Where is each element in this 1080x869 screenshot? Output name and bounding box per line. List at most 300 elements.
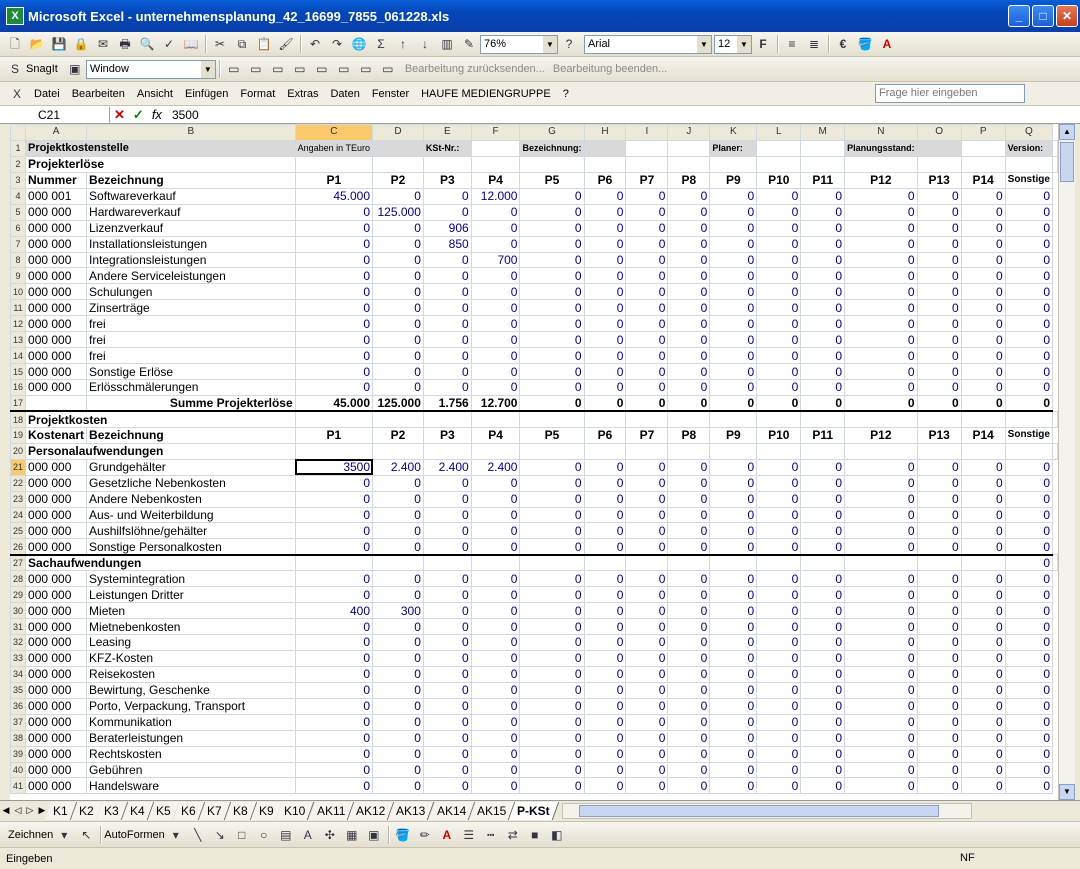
cell[interactable]	[961, 411, 1005, 427]
value-cell[interactable]: 0	[845, 730, 918, 746]
value-cell[interactable]: 0	[626, 268, 668, 284]
value-cell[interactable]: 0	[917, 603, 961, 619]
value-cell[interactable]: 0	[668, 300, 710, 316]
value-cell[interactable]: 0	[471, 746, 520, 762]
account-number[interactable]: 000 000	[26, 236, 87, 252]
value-cell[interactable]: 0	[1005, 619, 1052, 635]
value-cell[interactable]: 0	[584, 539, 626, 555]
snagit-button[interactable]: SnagIt	[26, 63, 58, 75]
value-cell[interactable]: 0	[1005, 475, 1052, 491]
value-cell[interactable]: 0	[845, 220, 918, 236]
row-header[interactable]: 38	[11, 730, 26, 746]
review-icon[interactable]: ▭	[250, 62, 262, 76]
value-cell[interactable]: 0	[961, 300, 1005, 316]
period-header[interactable]: P9	[710, 172, 757, 188]
account-name[interactable]: Leasing	[87, 635, 296, 651]
value-cell[interactable]: 0	[710, 507, 757, 523]
account-name[interactable]: Andere Serviceleistungen	[87, 268, 296, 284]
period-header[interactable]: P12	[845, 172, 918, 188]
value-cell[interactable]: 0	[757, 603, 801, 619]
value-cell[interactable]: 0	[961, 380, 1005, 396]
value-cell[interactable]: 0	[710, 188, 757, 204]
value-cell[interactable]: 0	[668, 635, 710, 651]
account-number[interactable]: 000 000	[26, 332, 87, 348]
value-cell[interactable]: 0	[1005, 252, 1052, 268]
cell[interactable]	[668, 555, 710, 571]
value-cell[interactable]: 0	[845, 635, 918, 651]
cell[interactable]	[471, 443, 520, 459]
value-cell[interactable]: 0	[423, 762, 471, 778]
value-cell[interactable]: 0	[584, 491, 626, 507]
period-header[interactable]: P13	[917, 172, 961, 188]
value-cell[interactable]: 0	[584, 762, 626, 778]
cell[interactable]	[584, 140, 626, 156]
sum-value[interactable]: 12.700	[471, 395, 520, 411]
row-header[interactable]: 27	[11, 555, 26, 571]
autoshapes-button[interactable]: AutoFormen	[104, 828, 165, 841]
value-cell[interactable]: 0	[1005, 364, 1052, 380]
sheet-tab-p-kst[interactable]	[509, 802, 559, 820]
value-cell[interactable]: 0	[471, 523, 520, 539]
first-sheet-icon[interactable]: ◀	[2, 805, 10, 815]
value-cell[interactable]: 0	[1005, 587, 1052, 603]
value-cell[interactable]: 0	[961, 204, 1005, 220]
value-cell[interactable]: 0	[295, 204, 372, 220]
account-name[interactable]: Sonstige Erlöse	[87, 364, 296, 380]
close-button[interactable]: ✕	[1056, 5, 1078, 27]
cell[interactable]	[710, 443, 757, 459]
value-cell[interactable]: 0	[423, 619, 471, 635]
account-number[interactable]: 000 000	[26, 523, 87, 539]
value-cell[interactable]: 0	[1005, 682, 1052, 698]
value-cell[interactable]: 0	[423, 523, 471, 539]
cell[interactable]: 0	[1005, 555, 1052, 571]
chevron-down-icon[interactable]: ▼	[201, 61, 215, 78]
snagit-options-icon[interactable]: ▣	[69, 62, 81, 76]
value-cell[interactable]: 0	[295, 316, 372, 332]
value-cell[interactable]: 0	[295, 300, 372, 316]
value-cell[interactable]: 0	[423, 475, 471, 491]
value-cell[interactable]: 0	[295, 348, 372, 364]
cell[interactable]	[471, 555, 520, 571]
value-cell[interactable]: 0	[917, 300, 961, 316]
value-cell[interactable]: 0	[1005, 523, 1052, 539]
cell[interactable]	[295, 443, 372, 459]
cell[interactable]	[757, 555, 801, 571]
account-number[interactable]: 000 000	[26, 364, 87, 380]
cell[interactable]	[1053, 443, 1058, 459]
account-name[interactable]: Sonstige Personalkosten	[87, 539, 296, 555]
value-cell[interactable]: 0	[668, 666, 710, 682]
value-cell[interactable]: 0	[710, 762, 757, 778]
value-cell[interactable]: 0	[710, 491, 757, 507]
cell[interactable]	[1053, 555, 1058, 571]
value-cell[interactable]: 0	[520, 491, 584, 507]
value-cell[interactable]: 0	[1005, 698, 1052, 714]
value-cell[interactable]: 0	[423, 746, 471, 762]
value-cell[interactable]: 0	[845, 682, 918, 698]
account-name[interactable]: Andere Nebenkosten	[87, 491, 296, 507]
value-cell[interactable]: 0	[757, 762, 801, 778]
value-cell[interactable]: 0	[520, 539, 584, 555]
value-cell[interactable]: 0	[520, 507, 584, 523]
value-cell[interactable]: 0	[423, 284, 471, 300]
value-cell[interactable]: 0	[1005, 650, 1052, 666]
value-cell[interactable]: 0	[423, 300, 471, 316]
value-cell[interactable]: 0	[961, 666, 1005, 682]
value-cell[interactable]: 0	[757, 284, 801, 300]
period-header[interactable]: Sonstige	[1005, 172, 1052, 188]
row-header[interactable]: 5	[11, 204, 26, 220]
menu-ansicht[interactable]: Ansicht	[136, 87, 173, 100]
value-cell[interactable]: 0	[520, 252, 584, 268]
value-cell[interactable]: 0	[584, 236, 626, 252]
account-name[interactable]: Zinserträge	[87, 300, 296, 316]
value-cell[interactable]: 0	[710, 746, 757, 762]
value-cell[interactable]: 0	[1005, 778, 1052, 794]
value-cell[interactable]: 0	[668, 380, 710, 396]
account-name[interactable]: Softwareverkauf	[87, 188, 296, 204]
value-cell[interactable]: 0	[917, 682, 961, 698]
value-cell[interactable]: 0	[710, 778, 757, 794]
value-cell[interactable]: 0	[757, 491, 801, 507]
value-cell[interactable]: 0	[801, 236, 845, 252]
value-cell[interactable]: 0	[584, 587, 626, 603]
value-cell[interactable]: 0	[626, 730, 668, 746]
rectangle-icon[interactable]: □	[238, 827, 246, 842]
period-header[interactable]: P1	[295, 172, 372, 188]
period-header[interactable]: P4	[471, 172, 520, 188]
section-title[interactable]: Projektkosten	[26, 411, 296, 427]
value-cell[interactable]: 0	[917, 348, 961, 364]
value-cell[interactable]: 0	[1005, 491, 1052, 507]
value-cell[interactable]: 0	[471, 475, 520, 491]
value-cell[interactable]: 0	[295, 220, 372, 236]
value-cell[interactable]: 0	[668, 730, 710, 746]
sheet-tab-ak11[interactable]	[308, 802, 354, 820]
value-cell[interactable]: 0	[373, 587, 424, 603]
row-header[interactable]: 3	[11, 172, 26, 188]
account-name[interactable]: frei	[87, 332, 296, 348]
value-cell[interactable]: 0	[710, 698, 757, 714]
value-cell[interactable]: 0	[520, 475, 584, 491]
value-cell[interactable]: 0	[961, 539, 1005, 555]
value-cell[interactable]: 0	[710, 587, 757, 603]
value-cell[interactable]: 0	[961, 236, 1005, 252]
name-box[interactable]: C21	[0, 107, 110, 123]
sum-value[interactable]: 0	[917, 395, 961, 411]
value-cell[interactable]: 0	[801, 507, 845, 523]
value-cell[interactable]: 0	[1005, 204, 1052, 220]
value-cell[interactable]: 0	[423, 539, 471, 555]
value-cell[interactable]: 0	[520, 619, 584, 635]
value-cell[interactable]: 0	[845, 204, 918, 220]
cell[interactable]	[295, 411, 372, 427]
account-name[interactable]: Reisekosten	[87, 666, 296, 682]
value-cell[interactable]: 0	[295, 332, 372, 348]
row-header[interactable]: 16	[11, 380, 26, 396]
value-cell[interactable]: 0	[295, 635, 372, 651]
cell[interactable]	[520, 555, 584, 571]
value-cell[interactable]: 0	[801, 204, 845, 220]
value-cell[interactable]: 0	[710, 252, 757, 268]
value-cell[interactable]: 0	[584, 650, 626, 666]
value-cell[interactable]: 0	[917, 475, 961, 491]
account-name[interactable]: Beraterleistungen	[87, 730, 296, 746]
wordart-icon[interactable]: A	[303, 827, 312, 842]
account-number[interactable]: 000 000	[26, 459, 87, 475]
value-cell[interactable]: 0	[373, 332, 424, 348]
research-icon[interactable]: 📖	[183, 37, 199, 51]
period-header[interactable]: P14	[961, 427, 1005, 443]
value-cell[interactable]: 0	[471, 698, 520, 714]
value-cell[interactable]: 0	[295, 539, 372, 555]
worksheet-grid[interactable]	[10, 124, 1058, 800]
autosum-icon[interactable]: Σ	[377, 37, 385, 51]
value-cell[interactable]: 0	[520, 459, 584, 475]
value-cell[interactable]: 0	[520, 300, 584, 316]
value-cell[interactable]: 0	[757, 316, 801, 332]
column-header[interactable]: C	[295, 125, 372, 141]
account-number[interactable]: 000 000	[26, 730, 87, 746]
cell[interactable]	[1053, 156, 1058, 172]
value-cell[interactable]: 0	[520, 364, 584, 380]
value-cell[interactable]: 0	[757, 650, 801, 666]
value-cell[interactable]: 0	[626, 698, 668, 714]
chevron-down-icon[interactable]: ▾	[61, 827, 68, 842]
value-cell[interactable]: 0	[961, 603, 1005, 619]
account-name[interactable]: Erlösschmälerungen	[87, 380, 296, 396]
value-cell[interactable]: 0	[584, 635, 626, 651]
value-cell[interactable]: 0	[961, 635, 1005, 651]
account-number[interactable]: 000 000	[26, 268, 87, 284]
value-cell[interactable]: 0	[917, 332, 961, 348]
value-cell[interactable]: 0	[757, 220, 801, 236]
scroll-down-icon[interactable]: ▼	[1059, 784, 1075, 800]
review-end-button[interactable]: Bearbeitung beenden...	[552, 63, 668, 75]
line-color-icon[interactable]: ✏	[419, 827, 430, 842]
value-cell[interactable]: 0	[917, 507, 961, 523]
period-header[interactable]: P3	[423, 172, 471, 188]
value-cell[interactable]: 0	[710, 682, 757, 698]
review-icon[interactable]: ▭	[316, 62, 328, 76]
value-cell[interactable]: 0	[668, 268, 710, 284]
cell[interactable]	[917, 443, 961, 459]
period-header[interactable]: P1	[295, 427, 372, 443]
cell[interactable]	[917, 555, 961, 571]
value-cell[interactable]: 0	[423, 635, 471, 651]
value-cell[interactable]: 2.400	[373, 459, 424, 475]
account-name[interactable]: frei	[87, 348, 296, 364]
cell[interactable]	[373, 443, 424, 459]
row-header[interactable]: 7	[11, 236, 26, 252]
value-cell[interactable]: 0	[626, 619, 668, 635]
value-cell[interactable]: 0	[757, 507, 801, 523]
account-number[interactable]: 000 000	[26, 603, 87, 619]
value-cell[interactable]: 0	[584, 666, 626, 682]
value-cell[interactable]: 0	[961, 714, 1005, 730]
column-label[interactable]: Bezeichnung	[87, 427, 296, 443]
value-cell[interactable]: 0	[626, 507, 668, 523]
prev-sheet-icon[interactable]: ◁	[14, 805, 22, 815]
picture-icon[interactable]: ▣	[368, 827, 380, 842]
account-name[interactable]: Systemintegration	[87, 571, 296, 587]
value-cell[interactable]: 0	[845, 491, 918, 507]
value-cell[interactable]: 0	[626, 587, 668, 603]
value-cell[interactable]: 2.400	[471, 459, 520, 475]
value-cell[interactable]: 125.000	[373, 204, 424, 220]
value-cell[interactable]: 0	[961, 698, 1005, 714]
period-header[interactable]: P14	[961, 172, 1005, 188]
value-cell[interactable]: 0	[295, 236, 372, 252]
fill-color-icon[interactable]: 🪣	[857, 37, 873, 51]
value-cell[interactable]: 0	[520, 348, 584, 364]
value-cell[interactable]: 0	[845, 316, 918, 332]
value-cell[interactable]: 0	[801, 587, 845, 603]
value-cell[interactable]: 0	[626, 459, 668, 475]
column-header[interactable]: B	[87, 125, 296, 141]
account-number[interactable]: 000 000	[26, 762, 87, 778]
value-cell[interactable]: 0	[710, 666, 757, 682]
value-cell[interactable]: 0	[710, 236, 757, 252]
cell[interactable]	[626, 140, 668, 156]
cell[interactable]	[520, 156, 584, 172]
value-cell[interactable]: 0	[801, 459, 845, 475]
value-cell[interactable]: 0	[845, 666, 918, 682]
row-header[interactable]: 8	[11, 252, 26, 268]
minimize-button[interactable]: _	[1008, 5, 1030, 27]
value-cell[interactable]: 0	[295, 650, 372, 666]
value-cell[interactable]: 0	[961, 220, 1005, 236]
value-cell[interactable]: 0	[373, 475, 424, 491]
chevron-down-icon[interactable]: ▼	[737, 36, 751, 53]
value-cell[interactable]: 0	[710, 539, 757, 555]
value-cell[interactable]: 0	[520, 188, 584, 204]
account-number[interactable]: 000 000	[26, 571, 87, 587]
value-cell[interactable]: 0	[584, 603, 626, 619]
value-cell[interactable]: 0	[626, 666, 668, 682]
value-cell[interactable]: 0	[423, 491, 471, 507]
value-cell[interactable]: 0	[801, 284, 845, 300]
cell[interactable]	[584, 555, 626, 571]
value-cell[interactable]: 0	[710, 348, 757, 364]
value-cell[interactable]: 0	[757, 459, 801, 475]
copy-icon[interactable]: ⧉	[237, 37, 247, 51]
menu-fenster[interactable]: Fenster	[371, 87, 410, 100]
value-cell[interactable]: 0	[917, 698, 961, 714]
value-cell[interactable]: 0	[1005, 507, 1052, 523]
value-cell[interactable]: 0	[917, 730, 961, 746]
value-cell[interactable]: 0	[584, 730, 626, 746]
value-cell[interactable]: 0	[757, 364, 801, 380]
value-cell[interactable]: 0	[668, 587, 710, 603]
value-cell[interactable]: 0	[423, 730, 471, 746]
value-cell[interactable]: 0	[520, 682, 584, 698]
sort-descending-icon[interactable]: ↓	[422, 37, 428, 51]
value-cell[interactable]: 0	[626, 491, 668, 507]
value-cell[interactable]: 0	[917, 252, 961, 268]
value-cell[interactable]: 0	[373, 268, 424, 284]
value-cell[interactable]: 0	[373, 778, 424, 794]
value-cell[interactable]: 0	[917, 316, 961, 332]
value-cell[interactable]: 0	[801, 762, 845, 778]
account-name[interactable]: Lizenzverkauf	[87, 220, 296, 236]
value-cell[interactable]: 0	[757, 204, 801, 220]
value-cell[interactable]: 0	[801, 730, 845, 746]
column-header[interactable]: Q	[1005, 125, 1052, 141]
account-name[interactable]: frei	[87, 316, 296, 332]
value-cell[interactable]: 0	[757, 348, 801, 364]
value-cell[interactable]: 0	[373, 348, 424, 364]
value-cell[interactable]: 0	[295, 762, 372, 778]
value-cell[interactable]: 0	[668, 619, 710, 635]
value-cell[interactable]: 0	[710, 523, 757, 539]
period-header[interactable]: Sonstige	[1005, 427, 1052, 443]
sum-value[interactable]: 0	[520, 395, 584, 411]
enter-icon[interactable]: ✓	[132, 106, 144, 122]
value-cell[interactable]: 0	[584, 459, 626, 475]
value-cell[interactable]: 0	[710, 475, 757, 491]
value-cell[interactable]: 0	[626, 300, 668, 316]
cell[interactable]	[710, 411, 757, 427]
value-cell[interactable]: 0	[584, 220, 626, 236]
value-cell[interactable]: 0	[668, 188, 710, 204]
cell[interactable]	[584, 156, 626, 172]
period-header[interactable]: P4	[471, 427, 520, 443]
value-cell[interactable]: 0	[471, 682, 520, 698]
period-header[interactable]: P3	[423, 427, 471, 443]
value-cell[interactable]: 0	[757, 778, 801, 794]
menu-extras[interactable]: Extras	[287, 87, 319, 100]
period-header[interactable]: P5	[520, 427, 584, 443]
value-cell[interactable]: 0	[584, 284, 626, 300]
value-cell[interactable]: 0	[423, 332, 471, 348]
account-name[interactable]: Mieten	[87, 603, 296, 619]
value-cell[interactable]: 0	[961, 491, 1005, 507]
account-name[interactable]: Installationsleistungen	[87, 236, 296, 252]
textbox-icon[interactable]: ▤	[280, 827, 292, 842]
cell[interactable]	[373, 555, 424, 571]
value-cell[interactable]: 0	[373, 762, 424, 778]
value-cell[interactable]: 0	[845, 603, 918, 619]
value-cell[interactable]: 0	[961, 746, 1005, 762]
cell[interactable]	[471, 140, 520, 156]
column-header[interactable]: J	[668, 125, 710, 141]
value-cell[interactable]: 0	[668, 650, 710, 666]
value-cell[interactable]: 0	[626, 284, 668, 300]
value-cell[interactable]: 0	[520, 332, 584, 348]
period-header[interactable]: P7	[626, 172, 668, 188]
value-cell[interactable]: 0	[845, 714, 918, 730]
value-cell[interactable]: 0	[520, 204, 584, 220]
cell[interactable]	[668, 411, 710, 427]
value-cell[interactable]: 0	[801, 571, 845, 587]
value-cell[interactable]: 0	[373, 236, 424, 252]
cell[interactable]	[668, 443, 710, 459]
value-cell[interactable]: 0	[584, 204, 626, 220]
value-cell[interactable]: 0	[423, 666, 471, 682]
value-cell[interactable]: 0	[845, 348, 918, 364]
permission-icon[interactable]: 🔒	[73, 37, 89, 51]
cell[interactable]	[520, 443, 584, 459]
cell[interactable]	[584, 411, 626, 427]
value-cell[interactable]: 0	[757, 252, 801, 268]
value-cell[interactable]: 0	[373, 220, 424, 236]
value-cell[interactable]: 0	[584, 364, 626, 380]
account-name[interactable]: Mietnebenkosten	[87, 619, 296, 635]
account-name[interactable]: Integrationsleistungen	[87, 252, 296, 268]
value-cell[interactable]: 0	[295, 666, 372, 682]
